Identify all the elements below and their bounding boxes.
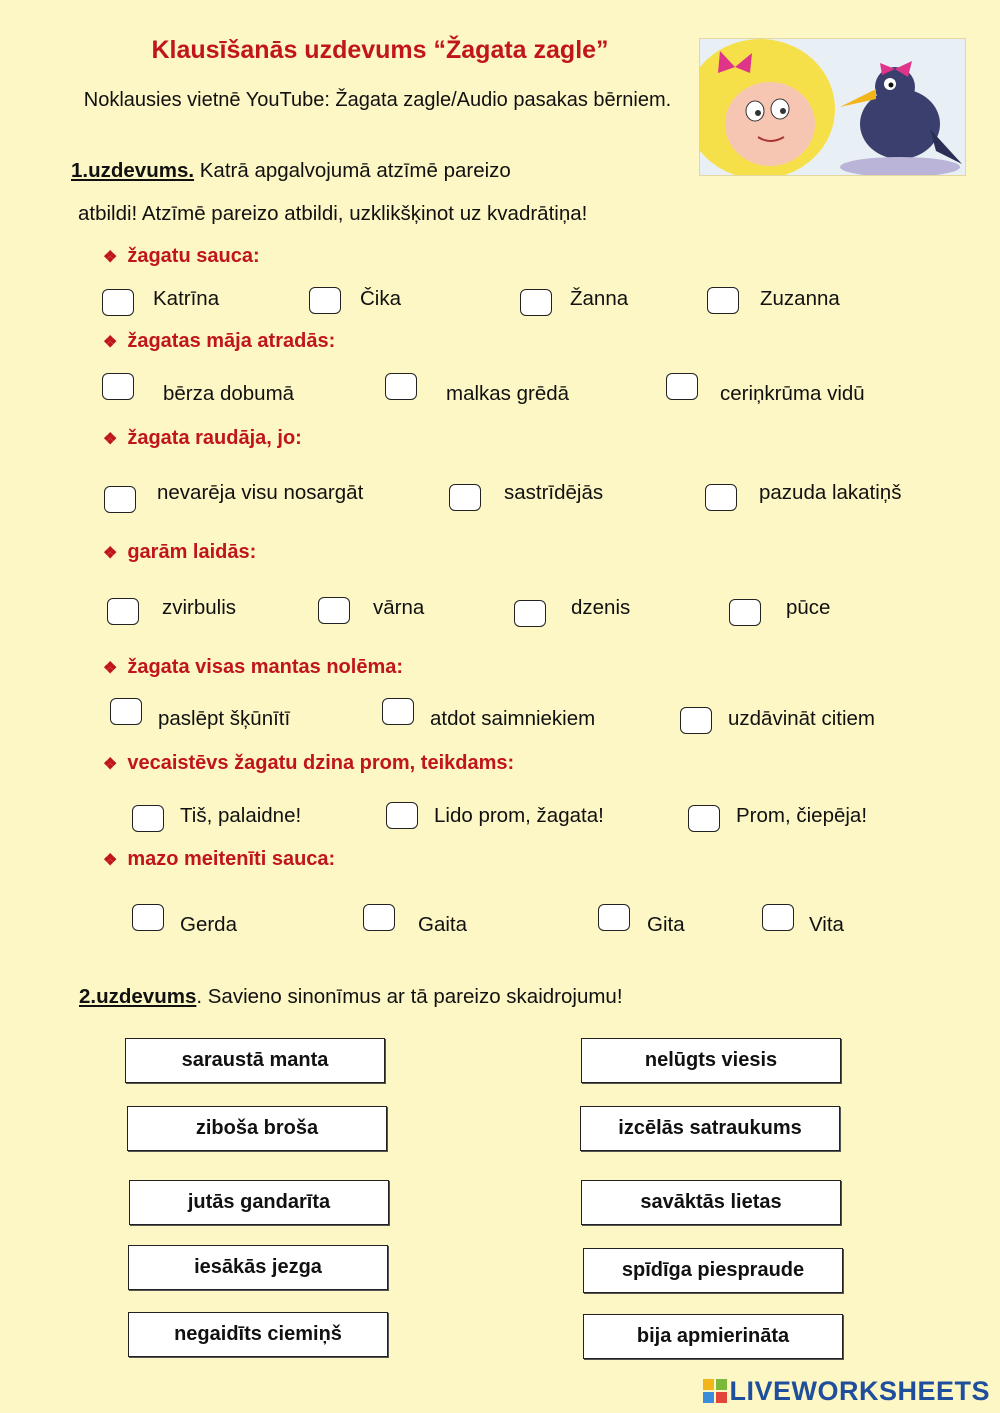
match-left-item[interactable]: iesākās jezga: [128, 1245, 388, 1290]
option-label: nevarēja visu nosargāt: [157, 481, 364, 504]
question-text: vecaistēvs žagatu dzina prom, teikdams:: [127, 752, 515, 774]
option-label: malkas grēdā: [446, 382, 570, 405]
liveworksheets-logo-icon: [703, 1379, 727, 1403]
option-label: Zuzanna: [760, 287, 840, 310]
checkbox[interactable]: [514, 600, 546, 627]
question-3: [103, 427, 302, 450]
match-left-item[interactable]: negaidīts ciemiņš: [128, 1312, 388, 1357]
option-label: Gerda: [180, 913, 237, 936]
checkbox[interactable]: [707, 287, 739, 314]
match-right-item[interactable]: nelūgts viesis: [581, 1038, 841, 1083]
question-text: mazo meitenīti sauca:: [127, 848, 336, 870]
option-label: pazuda lakatiņš: [759, 481, 902, 504]
task1-heading: [71, 159, 511, 183]
option-label: Tiš, palaidne!: [180, 804, 302, 827]
checkbox[interactable]: [132, 904, 164, 931]
brand-text: LIVEWORKSHEETS: [729, 1376, 990, 1406]
match-right-item[interactable]: spīdīga piespraude: [583, 1248, 843, 1293]
checkbox[interactable]: [107, 598, 139, 625]
diamond-bullet-icon: ❖: [103, 545, 118, 562]
checkbox[interactable]: [680, 707, 712, 734]
option-label: vārna: [373, 596, 425, 619]
option-label: paslēpt šķūnītī: [158, 707, 291, 730]
question-7: [103, 848, 335, 871]
checkbox[interactable]: [762, 904, 794, 931]
option-label: Gaita: [418, 913, 467, 936]
option-label: zvirbulis: [162, 596, 237, 619]
diamond-bullet-icon: ❖: [103, 756, 118, 773]
option-label: dzenis: [571, 596, 631, 619]
page-subtitle: Noklausies vietnē YouTube: Žagata zagle/Audio pasakas bērniem.: [83, 89, 672, 111]
checkbox[interactable]: [666, 373, 698, 400]
diamond-bullet-icon: ❖: [103, 249, 118, 266]
checkbox[interactable]: [385, 373, 417, 400]
option-label: Katrīna: [153, 287, 220, 310]
checkbox[interactable]: [102, 373, 134, 400]
checkbox[interactable]: [598, 904, 630, 931]
checkbox[interactable]: [386, 802, 418, 829]
question-2: [103, 330, 335, 353]
checkbox[interactable]: [729, 599, 761, 626]
task1-instruction-line2: atbildi! Atzīmē pareizo atbildi, uzklikšķinot uz kvadrātiņa!: [78, 202, 588, 225]
option-label: Čika: [360, 287, 402, 310]
liveworksheets-brand: [703, 1376, 990, 1407]
question-text: žagata visas mantas nolēma:: [127, 656, 404, 678]
question-1: [103, 245, 260, 268]
task1-number: 1.uzdevums.: [71, 159, 195, 182]
checkbox[interactable]: [688, 805, 720, 832]
option-label: ceriņkrūma vidū: [720, 382, 865, 405]
checkbox[interactable]: [705, 484, 737, 511]
option-label: Lido prom, žagata!: [434, 804, 604, 827]
question-text: žagatas māja atradās:: [127, 330, 336, 352]
match-left-item[interactable]: jutās gandarīta: [129, 1180, 389, 1225]
option-label: Prom, čiepēja!: [736, 804, 868, 827]
option-label: Gita: [647, 913, 685, 936]
diamond-bullet-icon: ❖: [103, 852, 118, 869]
match-right-item[interactable]: savāktās lietas: [581, 1180, 841, 1225]
checkbox[interactable]: [363, 904, 395, 931]
question-text: žagata raudāja, jo:: [127, 427, 302, 449]
task2-instruction: . Savieno sinonīmus ar tā pareizo skaidrojumu!: [196, 985, 623, 1008]
option-label: uzdāvināt citiem: [728, 707, 875, 730]
question-text: garām laidās:: [127, 541, 257, 563]
page-title: Klausīšanās uzdevums “Žagata zagle”: [151, 36, 609, 64]
task1-instruction-line1: Katrā apgalvojumā atzīmē pareizo: [199, 159, 511, 182]
match-left-item[interactable]: saraustā manta: [125, 1038, 385, 1083]
diamond-bullet-icon: ❖: [103, 334, 118, 351]
diamond-bullet-icon: ❖: [103, 660, 118, 677]
diamond-bullet-icon: ❖: [103, 431, 118, 448]
match-right-item[interactable]: izcēlās satraukums: [580, 1106, 840, 1151]
task2-number: 2.uzdevums: [79, 985, 197, 1008]
option-label: pūce: [786, 596, 831, 619]
option-label: Žanna: [570, 287, 629, 310]
task2-heading: [79, 985, 623, 1009]
checkbox[interactable]: [449, 484, 481, 511]
checkbox[interactable]: [520, 289, 552, 316]
checkbox[interactable]: [132, 805, 164, 832]
checkbox[interactable]: [110, 698, 142, 725]
question-5: [103, 656, 403, 679]
option-label: sastrīdējās: [504, 481, 604, 504]
match-left-item[interactable]: ziboša broša: [127, 1106, 387, 1151]
question-6: [103, 752, 514, 775]
checkbox[interactable]: [309, 287, 341, 314]
option-label: Vita: [809, 913, 844, 936]
match-right-item[interactable]: bija apmierināta: [583, 1314, 843, 1359]
question-4: [103, 541, 256, 564]
checkbox[interactable]: [382, 698, 414, 725]
checkbox[interactable]: [102, 289, 134, 316]
question-text: žagatu sauca:: [127, 245, 260, 267]
illustration-girl-and-magpie: [699, 38, 966, 176]
option-label: bērza dobumā: [163, 382, 295, 405]
checkbox[interactable]: [104, 486, 136, 513]
option-label: atdot saimniekiem: [430, 707, 596, 730]
checkbox[interactable]: [318, 597, 350, 624]
